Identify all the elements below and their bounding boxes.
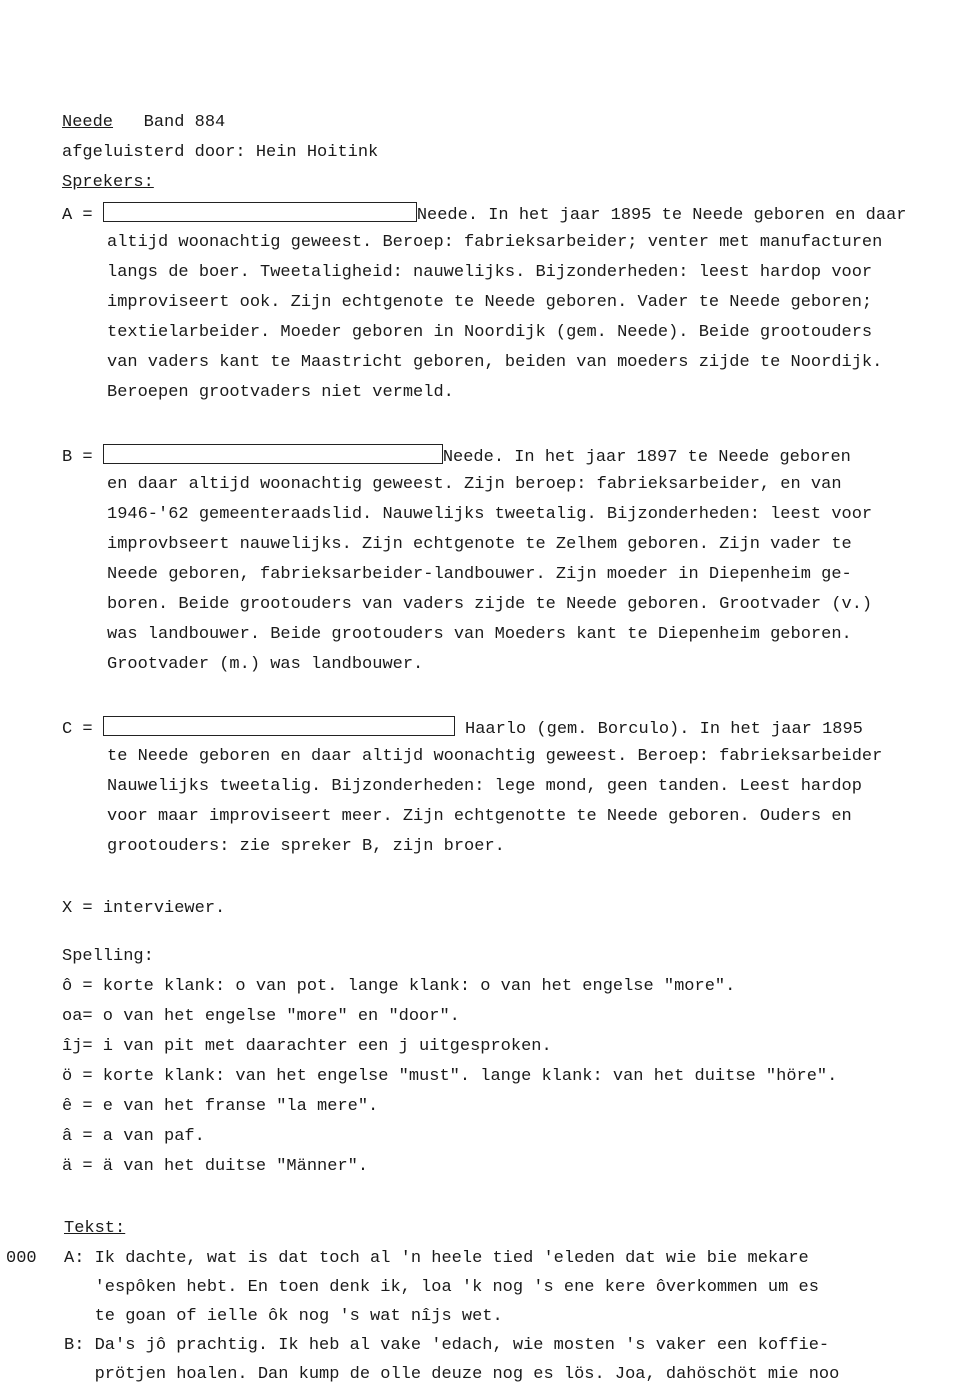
speaker-a-line-text: langs de boer. Tweetaligheid: nauwelijks. Bijzonderheden: leest hardop voor (107, 263, 873, 282)
transcript-line (64, 1277, 819, 1299)
transcript-line-text: prötjen hoalen. Dan kump de olle deuze nog es lös. Joa, dahöschöt mie noo (64, 1365, 840, 1384)
speaker-c-line (107, 776, 862, 798)
redacted-name-box (103, 716, 455, 736)
speaker-a-label: A = (62, 206, 93, 225)
speaker-a-line (107, 322, 872, 344)
speakers-heading: Sprekers: (62, 173, 154, 192)
spelling-rule-text: îj= i van pit met daarachter een j uitgesproken. (62, 1037, 552, 1056)
speaker-b-line (107, 564, 852, 586)
speaker-a-line (107, 262, 872, 284)
speaker-b-line (107, 594, 872, 616)
speaker-b-line (107, 504, 872, 526)
spelling-rule (62, 1006, 460, 1028)
spelling-rule (62, 1126, 205, 1148)
speaker-b-line (107, 654, 423, 676)
spelling-rule-text: ä = ä van het duitse "Männer". (62, 1157, 369, 1176)
speaker-a-line-text: textielarbeider. Moeder geboren in Noordijk (gem. Neede). Beide grootouders (107, 323, 873, 342)
speaker-c-line: Haarlo (gem. Borculo). In het jaar 1895 (465, 720, 863, 739)
speaker-c-label: C = (62, 720, 93, 739)
redacted-name-box (103, 202, 417, 222)
speaker-c-line (107, 746, 882, 768)
transcript-line-text: 'espôken hebt. En toen denk ik, loa 'k nog 's ene kere ôverkommen um es (64, 1278, 819, 1297)
speaker-a-line-text: van vaders kant te Maastricht geboren, beiden van moeders zijde te Noordijk. (107, 353, 883, 372)
interviewer-text: interviewer. (102, 899, 226, 918)
speaker-a-line-text: altijd woonachtig geweest. Beroep: fabrieksarbeider; venter met manufacturen (107, 233, 883, 252)
speaker-a-line: Neede. In het jaar 1895 te Neede geboren en daar (416, 206, 907, 225)
speaker-a-line (107, 352, 882, 374)
spelling-rule-text: â = a van paf. (62, 1127, 205, 1146)
transcript-line (64, 1306, 503, 1328)
tekst-heading: Tekst: (64, 1219, 126, 1238)
speaker-b-line-text: boren. Beide grootouders van vaders zijde te Neede geboren. Grootvader (v.) (107, 595, 873, 614)
speaker-b-line (107, 474, 842, 496)
speaker-c-line-text: Nauwelijks tweetalig. Bijzonderheden: lege mond, geen tanden. Leest hardop (107, 777, 862, 796)
transcript-line-text: B: Da's jô prachtig. Ik heb al vake 'edach, wie mosten 's vaker een koffie- (64, 1336, 830, 1355)
spelling-rule (62, 1096, 378, 1118)
speaker-b-first-line (62, 444, 851, 469)
transcript-line (64, 1335, 829, 1357)
speaker-a-line (107, 232, 882, 254)
spelling-heading: Spelling: (62, 947, 154, 966)
speaker-a-line-text: Beroepen grootvaders niet vermeld. (107, 383, 454, 402)
transcript-counter: 000 (6, 1249, 37, 1268)
speaker-b-label: B = (62, 448, 93, 467)
speaker-b-line (107, 624, 852, 646)
transcript-line-text: A: Ik dachte, wat is dat toch al 'n heele tied 'eleden dat wie bie mekare (64, 1249, 809, 1268)
speaker-a-line (107, 292, 872, 314)
speaker-b-line: Neede. In het jaar 1897 te Neede geboren (442, 448, 851, 467)
band-number: Band 884 (143, 113, 226, 132)
redacted-name-box (103, 444, 443, 464)
spelling-rule (62, 1066, 837, 1088)
speaker-b-line-text: en daar altijd woonachtig geweest. Zijn beroep: fabrieksarbeider, en van (107, 475, 842, 494)
speaker-a-first-line (62, 202, 907, 227)
speaker-c-line-text: grootouders: zie spreker B, zijn broer. (107, 837, 505, 856)
speaker-a-line-text: improviseert ook. Zijn echtgenote te Neede geboren. Vader te Neede geboren; (107, 293, 873, 312)
speaker-b-line-text: Grootvader (m.) was landbouwer. (107, 655, 424, 674)
spelling-rule-text: ȇ = e van het franse "la mere". (62, 1097, 379, 1116)
speaker-c-line-text: voor maar improviseert meer. Zijn echtgenotte te Neede geboren. Ouders en (107, 807, 852, 826)
listened-by: afgeluisterd door: Hein Hoitink (62, 143, 379, 162)
spelling-rule-text: ô = korte klank: o van pot. lange klank: o van het engelse "more". (62, 977, 736, 996)
document-header (62, 112, 225, 134)
speaker-b-line-text: 1946-'62 gemeenteraadslid. Nauwelijks tweetalig. Bijzonderheden: leest voor (107, 505, 873, 524)
spelling-rule-text: ö = korte klank: van het engelse "must". lange klank: van het duitse "höre". (62, 1067, 838, 1086)
transcript-line-text: te goan of ielle ôk nog 's wat nîjs wet. (64, 1307, 503, 1326)
transcript-line (64, 1364, 839, 1386)
speaker-c-first-line (62, 716, 863, 741)
spelling-rule (62, 976, 735, 998)
spelling-rule-text: oa= o van het engelse "more" en "door". (62, 1007, 460, 1026)
interviewer-label: X = (62, 899, 93, 918)
speaker-c-line-text: te Neede geboren en daar altijd woonachtig geweest. Beroep: fabrieksarbeider (107, 747, 883, 766)
speaker-c-line (107, 836, 505, 858)
place-name: Neede (62, 113, 114, 132)
speaker-a-line (107, 382, 454, 404)
speaker-b-line-text: was landbouwer. Beide grootouders van Moeders kant te Diepenheim geboren. (107, 625, 852, 644)
speaker-b-line (107, 534, 852, 556)
speaker-b-line-text: improvbseert nauwelijks. Zijn echtgenote te Zelhem geboren. Zijn vader te (107, 535, 852, 554)
speaker-b-line-text: Neede geboren, fabrieksarbeider-landbouwer. Zijn moeder in Diepenheim ge- (107, 565, 852, 584)
spelling-rule (62, 1036, 552, 1058)
transcript-line (64, 1248, 809, 1270)
spelling-rule (62, 1156, 368, 1178)
speaker-c-line (107, 806, 852, 828)
interviewer-line (62, 898, 225, 920)
